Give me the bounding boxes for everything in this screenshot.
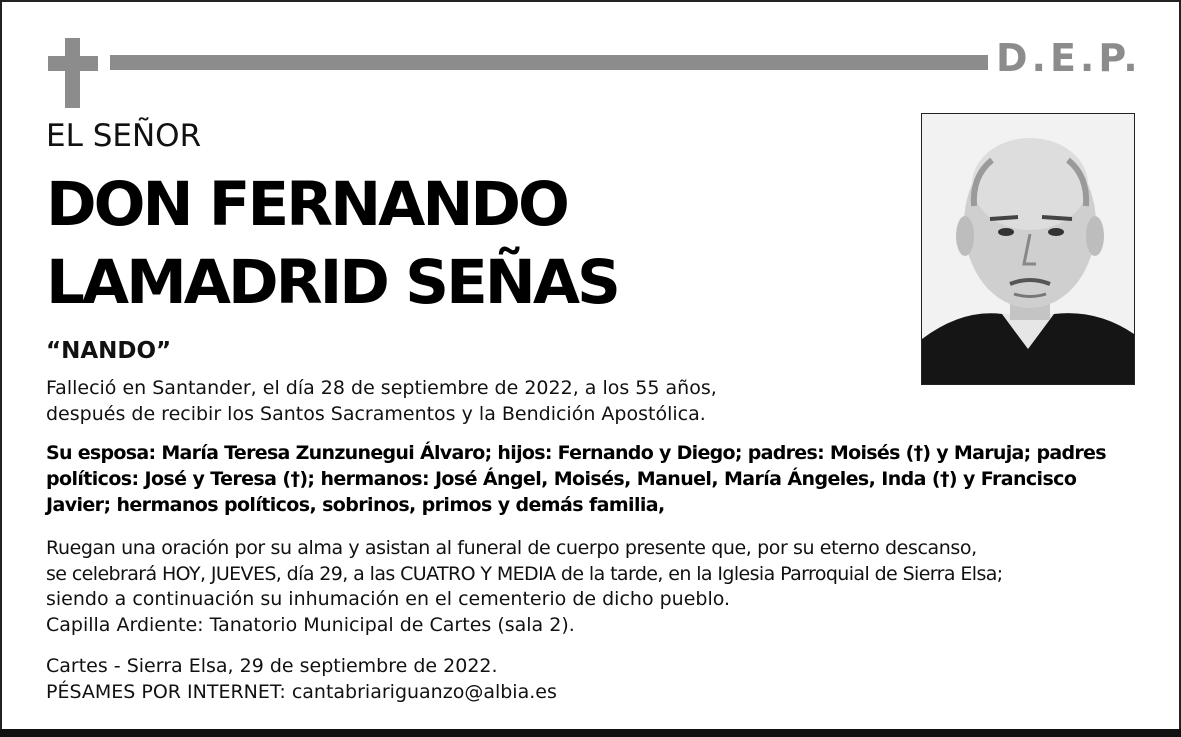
funeral-line-1: Ruegan una oración por su alma y asistan al funeral de cuerpo presente que, por su eterno descanso, — [46, 537, 977, 559]
funeral-paragraph — [46, 536, 1003, 638]
closing-paragraph — [46, 654, 557, 705]
condolences-line: PÉSAMES POR INTERNET: cantabriariguanzo@albia.es — [46, 680, 557, 703]
name-line-1: DON FERNANDO — [46, 169, 567, 240]
death-line-2: después de recibir los Santos Sacramentos y la Bendición Apostólica. — [46, 402, 706, 425]
funeral-line-2: se celebrará HOY, JUEVES, día 29, a las CUATRO Y MEDIA de la tarde, en la Iglesia Parroquial de Sierra Elsa; — [46, 562, 1003, 585]
cross-icon — [48, 38, 98, 108]
name-line-2: LAMADRID SEÑAS — [46, 247, 618, 318]
header-rule — [110, 55, 988, 70]
honorific-prefix: EL SEÑOR — [46, 118, 202, 154]
death-line-1: Falleció en Santander, el día 28 de septiembre de 2022, a los 55 años, — [46, 377, 717, 399]
frame-bottom-border — [0, 729, 1181, 737]
family-paragraph — [46, 440, 1146, 518]
deceased-name — [46, 166, 866, 322]
chapel-line: Capilla Ardiente: Tanatorio Municipal de Cartes (sala 2). — [46, 613, 575, 636]
family-line-2: políticos: José y Teresa (†); hermanos: José Ángel, Moisés, Manuel, María Ángeles, Inda (†) y Francisco — [46, 468, 1077, 490]
funeral-line-3: siendo a continuación su inhumación en el cementerio de dicho pueblo. — [46, 588, 731, 610]
place-date-line: Cartes - Sierra Elsa, 29 de septiembre de 2022. — [46, 655, 498, 677]
family-line-1: Su esposa: María Teresa Zunzunegui Álvaro; hijos: Fernando y Diego; padres: Moisés (†) y Maruja; padres — [46, 442, 1106, 464]
frame-top-border — [0, 0, 1181, 2]
nickname: “NANDO” — [46, 338, 172, 364]
dep-label: D.E.P. — [996, 36, 1142, 80]
frame-left-border — [0, 0, 2, 737]
portrait-photo — [921, 113, 1135, 385]
family-line-3: Javier; hermanos políticos, sobrinos, primos y demás familia, — [46, 494, 665, 516]
death-paragraph — [46, 376, 717, 427]
